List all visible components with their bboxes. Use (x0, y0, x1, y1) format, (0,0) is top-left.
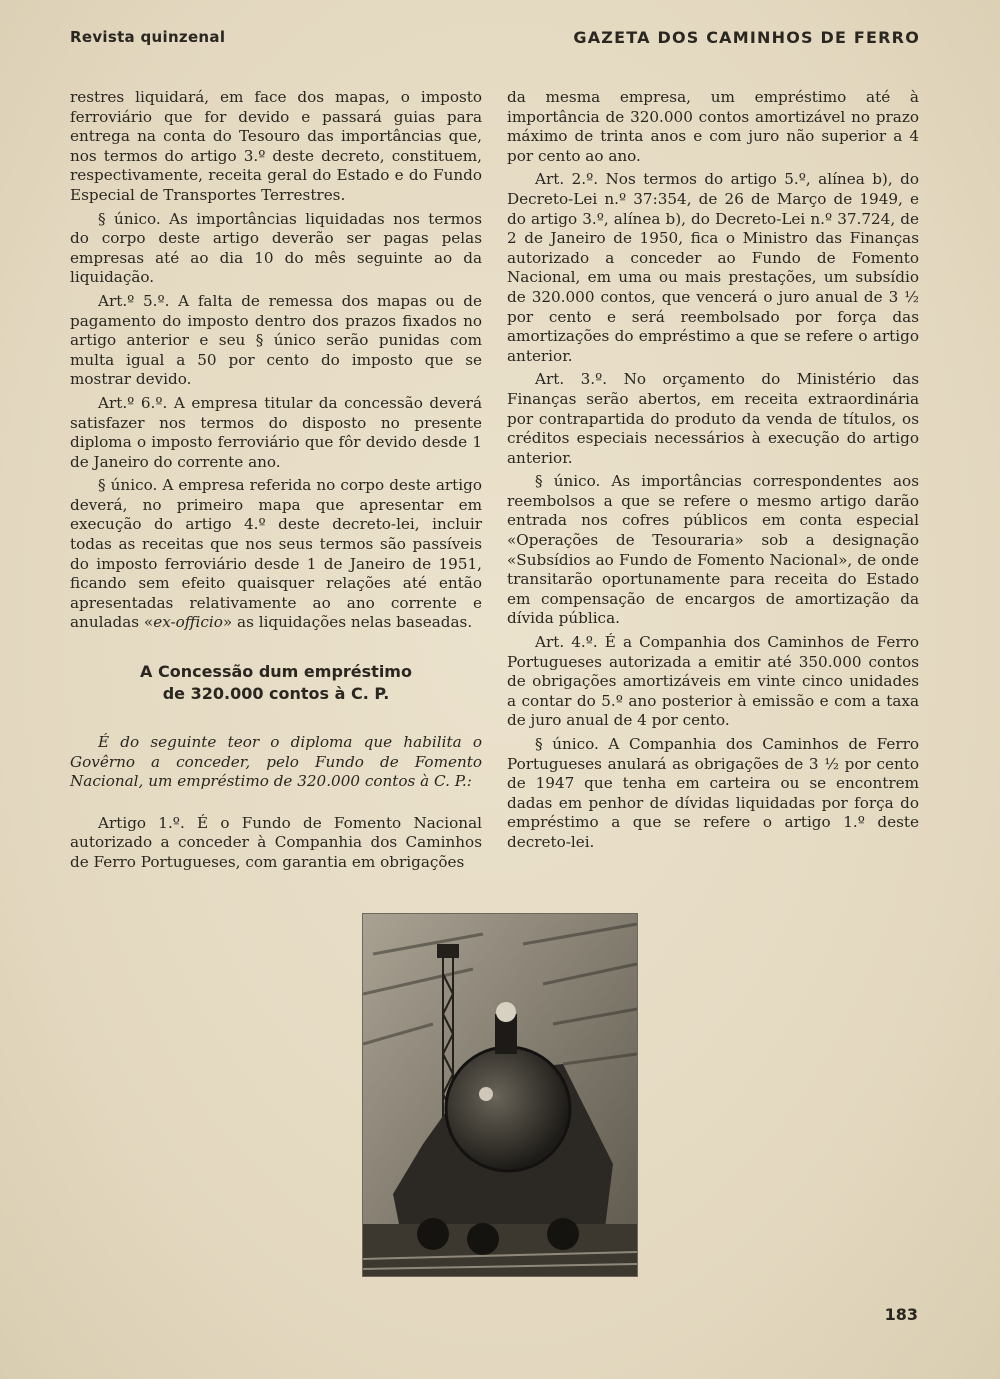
paragraph: § único. As importâncias liquidadas nos termos do corpo deste artigo deverão ser pagas pelas empresas até ao dia 10 do mês seguinte ao da liquidação. (70, 209, 482, 287)
page-number: 183 (884, 1305, 918, 1324)
italic-term: ex-officio (153, 613, 223, 632)
locomotive-icon (363, 914, 637, 1276)
header-right: GAZETA DOS CAMINHOS DE FERRO (573, 28, 920, 47)
left-column (70, 88, 482, 877)
paragraph: Art. 4.º. É a Companhia dos Caminhos de Ferro Portugueses autorizada a emitir até 350.000 contos de obrigações amortizáveis em vinte cinco unidades a contar do 5.º ano posterior à emissão e com a taxa de juro anual de 4 por cento. (507, 633, 919, 730)
right-column (507, 88, 919, 857)
header-left: Revista quinzenal (70, 28, 226, 46)
paragraph: da mesma empresa, um empréstimo até à importância de 320.000 contos amortizável no prazo máximo de trinta anos e com juro não superior a 4 por cento ao ano. (507, 88, 919, 165)
section-title-line: A Concessão dum empréstimo (140, 662, 412, 682)
section-title (70, 661, 482, 705)
paragraph: Art.º 5.º. A falta de remessa dos mapas ou de pagamento do imposto dentro dos prazos fixados no artigo anterior e seu § único serão punidas com multa igual a 50 por cento do imposto que se mostrar devido. (70, 291, 482, 389)
paragraph: Art. 2.º. Nos termos do artigo 5.º, alínea b), do Decreto-Lei n.º 37:354, de 26 de Março de 1949, e do artigo 3.º, alínea b), do Decreto-Lei n.º 37.724, de 2 de Janeiro de 1950, fica o Ministro das Finanças autorizado a conceder ao Fundo de Fomento Nacional, em uma ou mais prestações, um subsídio de 320.000 contos, que vencerá o juro anual de 3 ½ por cento e será reembolsado por força das amortizações do empréstimo a que se refere o artigo anterior. (507, 170, 919, 365)
intro-paragraph: É do seguinte teor o diploma que habilita o Govêrno a conceder, pelo Fundo de Fomento Nacional, um empréstimo de 320.000 contos à C. P.: (70, 733, 482, 791)
paragraph: Art.º 6.º. A empresa titular da concessão deverá satisfazer nos termos do disposto no presente diploma o imposto ferroviário que fôr devido desde 1 de Janeiro do corrente ano. (70, 393, 482, 471)
paragraph (70, 476, 482, 633)
paragraph: Artigo 1.º. É o Fundo de Fomento Nacional autorizado a conceder à Companhia dos Caminhos de Ferro Portugueses, com garantia em obrigações (70, 813, 482, 871)
paragraph: Art. 3.º. No orçamento do Ministério das Finanças serão abertos, em receita extraordinária por contrapartida do produto da venda de títulos, os créditos especiais necessários à execução do artigo anterior. (507, 370, 919, 467)
paragraph: § único. A Companhia dos Caminhos de Ferro Portugueses anulará as obrigações de 3 ½ por cento de 1947 que tenha em carteira ou se encontrem dadas em penhor de dívidas liquidadas por força do empréstimo a que se refere o artigo 1.º deste decreto-lei. (507, 735, 919, 851)
paragraph: § único. As importâncias correspondentes aos reembolsos a que se refere o mesmo artigo darão entrada nos cofres públicos em conta especial «Operações de Tesouraria» sob a designação «Subsídios ao Fundo de Fomento Nacional», de onde transitarão oportunamente para receita do Estado em compensação de encargos de amortização da dívida pública. (507, 472, 919, 628)
paragraph-text: » as liquidações nelas baseadas. (222, 613, 473, 632)
section-title-line: de 320.000 contos à C. P. (162, 684, 390, 704)
paragraph: restres liquidará, em face dos mapas, o imposto ferroviário que for devido e passará guias para entrega na conta do Tesouro das importâncias que, nos termos do artigo 3.º deste decreto, constituem, respectivamente, receita geral do Estado e do Fundo Especial de Transportes Terrestres. (70, 88, 482, 204)
locomotive-illustration (362, 913, 638, 1277)
paragraph-text: § único. A empresa referida no corpo deste artigo deverá, no primeiro mapa que apresentar em execução do artigo 4.º deste decreto-lei, incluir todas as receitas que nos seus termos são passíveis do imposto ferroviário desde 1 de Janeiro de 1951, ficando sem efeito quaisquer relações até então apresentadas relativamente ao ano corrente e anuladas « (70, 476, 482, 632)
